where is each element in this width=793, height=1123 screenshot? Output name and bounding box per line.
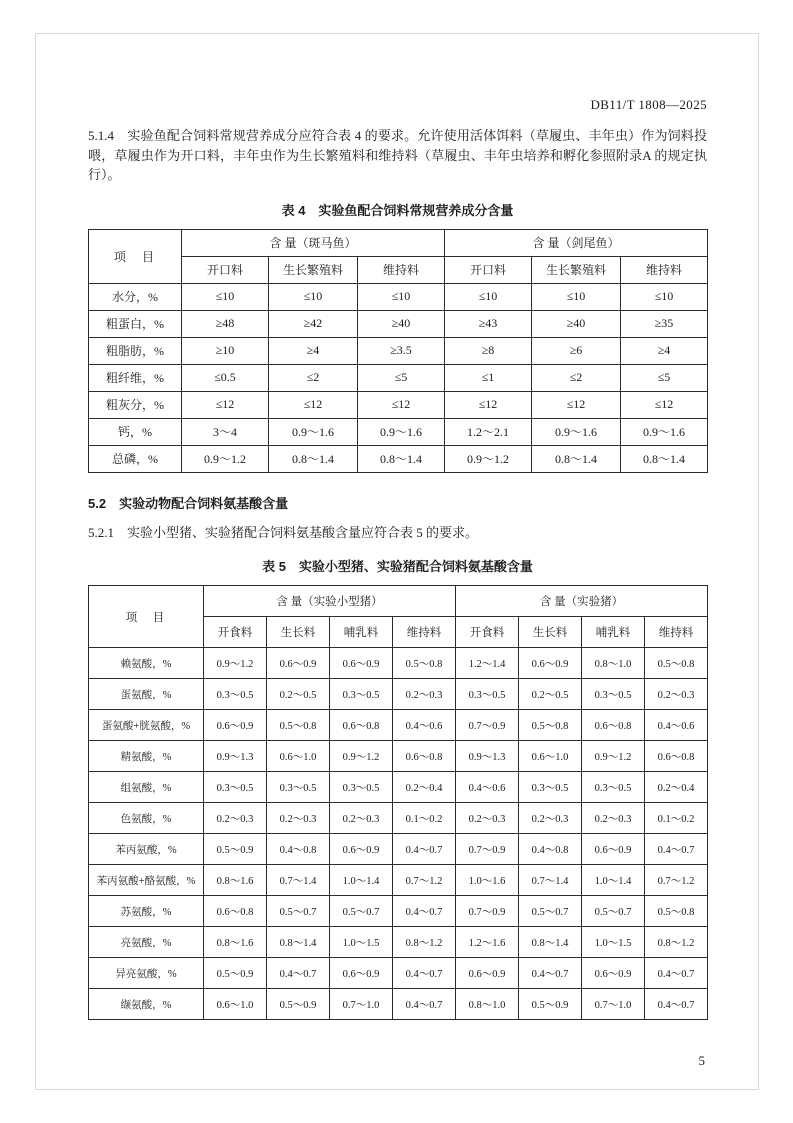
table-cell: 0.2～0.3 (456, 803, 519, 834)
table-cell: 0.4～0.7 (645, 989, 708, 1020)
table4-subheader: 开口料 (445, 256, 532, 283)
table-cell: ≤10 (621, 283, 708, 310)
table-cell: 0.4～0.7 (645, 834, 708, 865)
row-item-label: 组氨酸，% (89, 772, 204, 803)
table-cell: ≥43 (445, 310, 532, 337)
row-item-label: 异亮氨酸，% (89, 958, 204, 989)
table-cell: 0.7～1.0 (582, 989, 645, 1020)
table5-subheader: 开食料 (204, 617, 267, 648)
table-cell: 0.8～1.6 (204, 865, 267, 896)
table-cell: 0.5～0.9 (204, 958, 267, 989)
row-item-label: 钙，% (89, 418, 182, 445)
table-cell: 0.6～0.9 (519, 648, 582, 679)
table-cell: 0.4～0.6 (645, 710, 708, 741)
table-cell: 0.5～0.8 (645, 648, 708, 679)
table-cell: 0.5～0.7 (267, 896, 330, 927)
table-cell: 0.6～1.0 (519, 741, 582, 772)
table-cell: 0.9～1.6 (269, 418, 358, 445)
table-cell: 0.3～0.5 (330, 772, 393, 803)
table-cell: 0.3～0.5 (582, 679, 645, 710)
table-cell: 0.7～1.4 (267, 865, 330, 896)
table4-subheader-row (89, 256, 708, 283)
table5-group-header-pig: 含 量（实验猪） (456, 586, 708, 617)
table5-pig-feed-amino-acids (88, 585, 708, 1020)
table5-subheader: 维持料 (645, 617, 708, 648)
table-cell: 0.2～0.3 (330, 803, 393, 834)
table5-item-header: 项 目 (89, 586, 204, 648)
table-cell: 0.9～1.2 (445, 445, 532, 472)
table-cell: 0.6～1.0 (204, 989, 267, 1020)
table-cell: 1.0～1.6 (456, 865, 519, 896)
table-cell: 3～4 (182, 418, 269, 445)
table-row (89, 741, 708, 772)
table-cell: 0.9～1.2 (582, 741, 645, 772)
table-cell: ≤12 (182, 391, 269, 418)
table-cell: ≤2 (532, 364, 621, 391)
table5-header-row (89, 586, 708, 617)
table5-subheader: 开食料 (456, 617, 519, 648)
table-cell: 0.8～1.4 (269, 445, 358, 472)
table-cell: 0.5～0.8 (393, 648, 456, 679)
table-cell: 0.4～0.8 (267, 834, 330, 865)
table-cell: ≤2 (269, 364, 358, 391)
table-cell: ≤12 (621, 391, 708, 418)
row-item-label: 色氨酸，% (89, 803, 204, 834)
standard-number: DB11/T 1808—2025 (590, 97, 707, 112)
table-row (89, 310, 708, 337)
table-row (89, 679, 708, 710)
table-row (89, 896, 708, 927)
table-cell: ≤10 (445, 283, 532, 310)
table-cell: ≤0.5 (182, 364, 269, 391)
table-cell: ≥8 (445, 337, 532, 364)
table4-subheader: 生长繁殖料 (532, 256, 621, 283)
table-cell: 0.6～0.9 (582, 958, 645, 989)
table-cell: ≥6 (532, 337, 621, 364)
table5-subheader: 生长料 (519, 617, 582, 648)
table-cell: 0.6～0.8 (204, 896, 267, 927)
table-cell: 0.3～0.5 (204, 679, 267, 710)
table-cell: 0.9～1.2 (182, 445, 269, 472)
table-cell: 0.4～0.7 (519, 958, 582, 989)
table-cell: ≤12 (269, 391, 358, 418)
table4-group-header-zebrafish: 含 量（斑马鱼） (182, 229, 445, 256)
table-cell: ≥42 (269, 310, 358, 337)
table-cell: 0.2～0.3 (519, 803, 582, 834)
table-cell: 0.5～0.9 (519, 989, 582, 1020)
table-cell: ≥40 (532, 310, 621, 337)
table-cell: 0.9～1.6 (532, 418, 621, 445)
table-cell: 1.0～1.5 (330, 927, 393, 958)
table-cell: 0.5～0.8 (267, 710, 330, 741)
table4-fish-feed-nutrition (88, 229, 708, 473)
table-cell: 0.8～1.2 (645, 927, 708, 958)
table-cell: 0.2～0.3 (204, 803, 267, 834)
table5-subheader: 哺乳料 (330, 617, 393, 648)
table-cell: 0.7～1.0 (330, 989, 393, 1020)
table-cell: 0.4～0.6 (393, 710, 456, 741)
row-item-label: 精氨酸，% (89, 741, 204, 772)
table-row (89, 834, 708, 865)
table5-group-header-minipig: 含 量（实验小型猪） (204, 586, 456, 617)
table4-item-header: 项 目 (89, 229, 182, 283)
row-item-label: 粗纤维，% (89, 364, 182, 391)
table-cell: 0.3～0.5 (456, 679, 519, 710)
table-cell: 0.6～0.9 (267, 648, 330, 679)
table-cell: 0.6～0.9 (330, 834, 393, 865)
table-cell: 1.2～1.4 (456, 648, 519, 679)
table-row (89, 927, 708, 958)
table5-subheader: 维持料 (393, 617, 456, 648)
table-cell: 0.2～0.4 (393, 772, 456, 803)
page-number: 5 (698, 1053, 705, 1068)
table5-subheader: 生长料 (267, 617, 330, 648)
table-cell: 0.8～1.4 (532, 445, 621, 472)
row-item-label: 蛋氨酸，% (89, 679, 204, 710)
table4-subheader: 维持料 (621, 256, 708, 283)
table-cell: ≤10 (532, 283, 621, 310)
table-cell: ≥35 (621, 310, 708, 337)
table-cell: 0.6～0.8 (582, 710, 645, 741)
table-cell: 0.2～0.3 (267, 803, 330, 834)
table-cell: 0.1～0.2 (645, 803, 708, 834)
table-cell: 0.9～1.6 (358, 418, 445, 445)
table-cell: 0.7～1.2 (645, 865, 708, 896)
table-cell: ≥4 (621, 337, 708, 364)
table-cell: 0.2～0.3 (645, 679, 708, 710)
table-cell: 0.4～0.7 (393, 896, 456, 927)
table-cell: ≤12 (358, 391, 445, 418)
table-cell: ≥3.5 (358, 337, 445, 364)
table-cell: ≤10 (182, 283, 269, 310)
table-cell: 1.0～1.5 (582, 927, 645, 958)
row-item-label: 总磷，% (89, 445, 182, 472)
table-cell: 0.5～0.9 (204, 834, 267, 865)
table-cell: 0.8～1.2 (393, 927, 456, 958)
table-cell: 0.5～0.7 (519, 896, 582, 927)
table-cell: 0.8～1.0 (456, 989, 519, 1020)
table-cell: 0.1～0.2 (393, 803, 456, 834)
table-cell: 0.3～0.5 (204, 772, 267, 803)
table-cell: ≤12 (532, 391, 621, 418)
table-cell: 0.3～0.5 (330, 679, 393, 710)
page-content (88, 126, 707, 1020)
row-item-label: 苏氨酸，% (89, 896, 204, 927)
row-item-label: 苯丙氨酸，% (89, 834, 204, 865)
row-item-label: 蛋氨酸+胱氨酸，% (89, 710, 204, 741)
table-row (89, 989, 708, 1020)
table-cell: ≥10 (182, 337, 269, 364)
table-row (89, 958, 708, 989)
table-cell: 0.3～0.5 (267, 772, 330, 803)
row-item-label: 缬氨酸，% (89, 989, 204, 1020)
table-row (89, 648, 708, 679)
row-item-label: 亮氨酸，% (89, 927, 204, 958)
table-cell: 0.4～0.6 (456, 772, 519, 803)
table-row (89, 710, 708, 741)
table-cell: 0.4～0.7 (393, 958, 456, 989)
table-cell: 0.6～0.9 (456, 958, 519, 989)
table-cell: 1.2～1.6 (456, 927, 519, 958)
table-row (89, 283, 708, 310)
table-cell: 0.6～0.8 (393, 741, 456, 772)
table-cell: 1.0～1.4 (330, 865, 393, 896)
table-cell: 0.8～1.4 (267, 927, 330, 958)
table-cell: 0.6～0.8 (330, 710, 393, 741)
clause-5-2-1-text: 5.2.1 实验小型猪、实验猪配合饲料氨基酸含量应符合表 5 的要求。 (88, 524, 479, 540)
table-cell: 0.7～0.9 (456, 834, 519, 865)
table-cell: 0.5～0.8 (645, 896, 708, 927)
table-cell: 0.2～0.3 (582, 803, 645, 834)
table-cell: 0.4～0.7 (393, 989, 456, 1020)
table5-subheader: 哺乳料 (582, 617, 645, 648)
table-cell: 0.8～1.4 (519, 927, 582, 958)
row-item-label: 粗脂肪，% (89, 337, 182, 364)
clause-5-1-4-text: 5.1.4 实验鱼配合饲料常规营养成分应符合表 4 的要求。允许使用活体饵料（草履虫、丰年虫）作为饲料投喂，草履虫作为开口料，丰年虫作为生长繁殖料和维持料（草履虫、丰年虫培养和孵化参照附录A 的规定执行）。 (88, 128, 707, 182)
table-row (89, 337, 708, 364)
table4-group-header-swordtail: 含 量（剑尾鱼） (445, 229, 708, 256)
table-cell: 0.4～0.8 (519, 834, 582, 865)
table4-subheader: 开口料 (182, 256, 269, 283)
table-cell: 0.6～0.9 (582, 834, 645, 865)
table-cell: 0.2～0.3 (393, 679, 456, 710)
table-cell: ≤12 (445, 391, 532, 418)
table-cell: 0.9～1.2 (204, 648, 267, 679)
table-cell: ≥48 (182, 310, 269, 337)
table-cell: 0.8～1.4 (621, 445, 708, 472)
table-cell: 0.8～1.0 (582, 648, 645, 679)
table-cell: 0.8～1.4 (358, 445, 445, 472)
table-cell: 0.2～0.5 (519, 679, 582, 710)
table-cell: 0.7～1.4 (519, 865, 582, 896)
table-cell: 0.3～0.5 (582, 772, 645, 803)
table-cell: ≥4 (269, 337, 358, 364)
table-row (89, 364, 708, 391)
table-cell: 0.3～0.5 (519, 772, 582, 803)
table-cell: 0.4～0.7 (393, 834, 456, 865)
row-item-label: 赖氨酸，% (89, 648, 204, 679)
table4-header-row (89, 229, 708, 256)
table-cell: 1.2～2.1 (445, 418, 532, 445)
row-item-label: 苯丙氨酸+酪氨酸，% (89, 865, 204, 896)
table-cell: 0.5～0.9 (267, 989, 330, 1020)
table-cell: 0.9～1.6 (621, 418, 708, 445)
table-cell: ≥40 (358, 310, 445, 337)
table-cell: 0.9～1.3 (456, 741, 519, 772)
table-cell: ≤1 (445, 364, 532, 391)
table-cell: 0.4～0.7 (267, 958, 330, 989)
table4-subheader: 生长繁殖料 (269, 256, 358, 283)
table-cell: ≤5 (358, 364, 445, 391)
table5-body (89, 648, 708, 1020)
table-cell: 0.2～0.5 (267, 679, 330, 710)
table-row (89, 391, 708, 418)
table-cell: ≤5 (621, 364, 708, 391)
table4-caption: 表 4 实验鱼配合饲料常规营养成分含量 (281, 202, 514, 218)
table4-subheader: 维持料 (358, 256, 445, 283)
clause-5-2-heading: 5.2 实验动物配合饲料氨基酸含量 (88, 495, 289, 511)
table-cell: 0.6～0.9 (330, 958, 393, 989)
table-row (89, 865, 708, 896)
table-cell: 0.9～1.3 (204, 741, 267, 772)
table-cell: 1.0～1.4 (582, 865, 645, 896)
table-row (89, 803, 708, 834)
table-cell: 0.6～0.9 (204, 710, 267, 741)
table-cell: 0.7～0.9 (456, 710, 519, 741)
table-cell: 0.5～0.7 (582, 896, 645, 927)
row-item-label: 水分，% (89, 283, 182, 310)
table-cell: 0.9～1.2 (330, 741, 393, 772)
table-row (89, 772, 708, 803)
table5-caption: 表 5 实验小型猪、实验猪配合饲料氨基酸含量 (262, 559, 533, 574)
table-row (89, 445, 708, 472)
table-cell: ≤10 (358, 283, 445, 310)
table-cell: ≤10 (269, 283, 358, 310)
row-item-label: 粗灰分，% (89, 391, 182, 418)
row-item-label: 粗蛋白，% (89, 310, 182, 337)
table-cell: 0.6～0.8 (645, 741, 708, 772)
table-cell: 0.5～0.8 (519, 710, 582, 741)
table-cell: 0.5～0.7 (330, 896, 393, 927)
table-cell: 0.6～0.9 (330, 648, 393, 679)
table-cell: 0.7～1.2 (393, 865, 456, 896)
table-cell: 0.7～0.9 (456, 896, 519, 927)
table-row (89, 418, 708, 445)
table-cell: 0.6～1.0 (267, 741, 330, 772)
table-cell: 0.2～0.4 (645, 772, 708, 803)
table-cell: 0.8～1.6 (204, 927, 267, 958)
table-cell: 0.4～0.7 (645, 958, 708, 989)
table4-body (89, 283, 708, 472)
